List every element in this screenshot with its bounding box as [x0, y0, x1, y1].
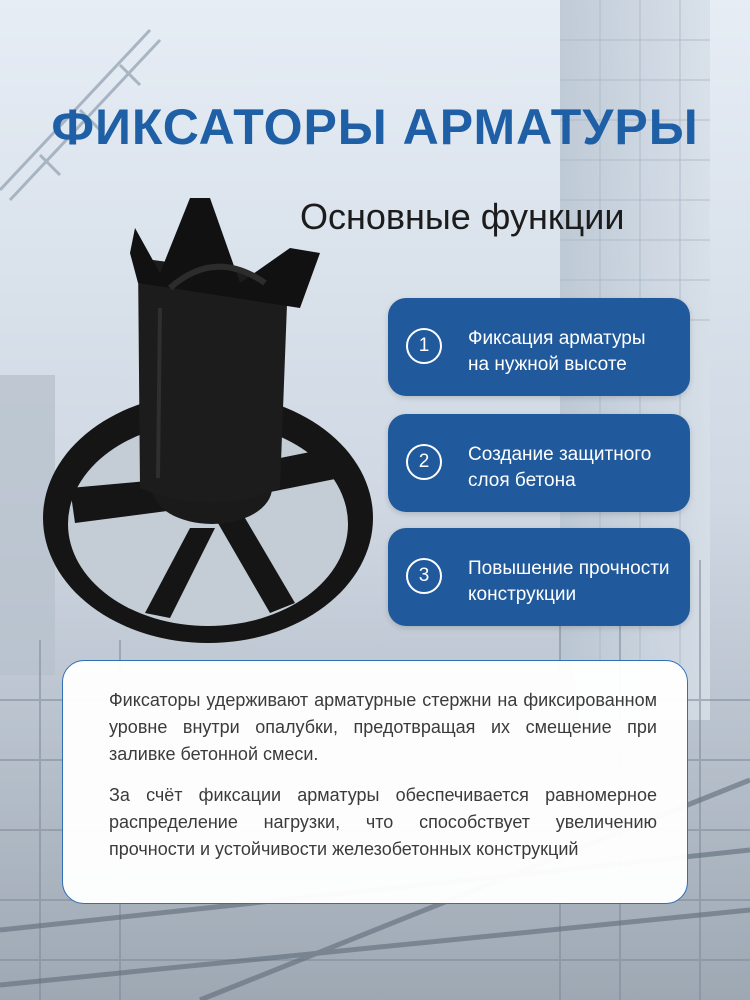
- feature-number-1: 1: [406, 328, 442, 364]
- feature-text-2: [468, 442, 690, 494]
- feature-text-3-line1: Повышение прочности: [468, 558, 670, 579]
- feature-text-1: [468, 326, 690, 378]
- description-card: [62, 660, 688, 904]
- feature-text-2-line1: Создание защитного: [468, 444, 652, 465]
- feature-card-1: [388, 298, 690, 396]
- feature-text-1-line1: Фиксация арматуры: [468, 328, 646, 349]
- feature-card-2: [388, 414, 690, 512]
- feature-number-3: 3: [406, 558, 442, 594]
- feature-text-3-line2: конструкции: [468, 584, 577, 605]
- feature-text-3: [468, 556, 690, 608]
- page-title: ФИКСАТОРЫ АРМАТУРЫ: [51, 99, 699, 155]
- page-subtitle: Основные функции: [300, 196, 625, 237]
- description-paragraph-1: Фиксаторы удерживают арматурные стержни на фиксированном уровне внутри опалубки, предотвращая их смещение при заливке бетонной смеси.: [109, 690, 657, 764]
- rebar-chair-spacer-image: [30, 188, 390, 658]
- feature-text-1-line2: на нужной высоте: [468, 354, 627, 375]
- feature-number-2: 2: [406, 444, 442, 480]
- feature-card-3: [388, 528, 690, 626]
- description-paragraph-2: За счёт фиксации арматуры обеспечивается равномерное распределение нагрузки, что способствует увеличению прочности и устойчивости железобетонных конструкций: [109, 785, 657, 859]
- feature-text-2-line2: слоя бетона: [468, 470, 576, 491]
